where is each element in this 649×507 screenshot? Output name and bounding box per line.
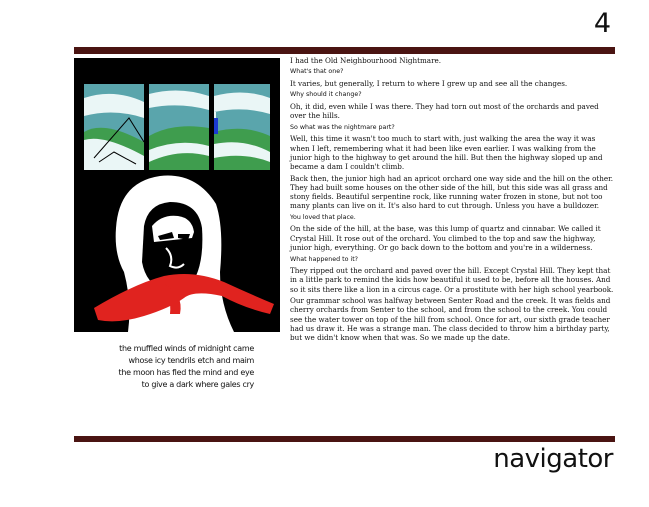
caption-line: the muffled winds of midnight came xyxy=(119,344,254,353)
caption-line: to give a dark where gales cry xyxy=(141,380,254,389)
answer-paragraph: Back then, the junior high had an apricot orchard one way side and the hill on the other. They had built some houses on the other side of the hill, but this side was all grass and stony fields. Beautiful serpentine rock, like running water frozen in stone, but not too many plants can live on it. It's also hard to cut through. Unless you have a bulldozer. xyxy=(290,173,614,211)
answer-paragraph: Well, this time it wasn't too much to start with, just walking the area the way it was when I left, remembering what it had been like even earlier. I was walking from the junior high to the highway to get around the hill. But then the highway sloped up and became a dam I couldn't climb. xyxy=(290,134,603,172)
answer-paragraph: They ripped out the orchard and paved over the hill. Except Crystal Hill. They kept that in a little park to remind the kids how beautiful it used to be, before all the houses. And so it sits there like a lion in a circus cage. Or a prostitute with her high school yearbook. xyxy=(290,266,614,294)
brand-logo: navigator xyxy=(493,444,613,474)
artwork xyxy=(74,58,280,332)
answer-paragraph: Our grammar school was halfway between Senter Road and the creek. It was fields and cherry orchards from Senter to the school, and from the school to the creek. You could see the water tower on top of the hill from school. Once for art, our sixth grade teacher had us draw it. He was a strange man. The class decided to throw him a birthday party, but we didn't know when that was. So we made up the date. xyxy=(290,296,611,343)
question-paragraph: Why should it change? xyxy=(290,91,362,99)
answer-paragraph: I had the Old Neighbourhood Nightmare. xyxy=(290,56,442,65)
answer-paragraph: On the side of the hill, at the base, was this lump of quartz and cinnabar. We called it Crystal Hill. It rose out of the orchard. You climbed to the top and saw the highway, junior high, everything. Or go back down to the bottom and you're in a wilderness. xyxy=(290,224,601,253)
caption-line: whose icy tendrils etch and maim xyxy=(128,356,254,365)
question-paragraph: What's that one? xyxy=(290,68,344,76)
interview-text xyxy=(290,56,615,345)
caption-line: the moon has fled the mind and eye xyxy=(118,368,254,377)
page-number: 4 xyxy=(593,8,611,39)
top-rule xyxy=(74,47,615,54)
answer-paragraph: It varies, but generally, I return to where I grew up and see all the changes. xyxy=(290,78,568,88)
answer-paragraph: Oh, it did, even while I was there. They had torn out most of the orchards and paved over the hills. xyxy=(290,101,599,121)
artwork-illustration xyxy=(74,58,280,332)
bottom-rule xyxy=(74,436,615,442)
window-scene xyxy=(84,84,270,170)
question-paragraph: What happened to it? xyxy=(290,255,359,263)
question-paragraph: So what was the nightmare part? xyxy=(290,123,395,131)
poem-caption xyxy=(100,343,254,391)
question-paragraph: You loved that place. xyxy=(290,213,356,221)
